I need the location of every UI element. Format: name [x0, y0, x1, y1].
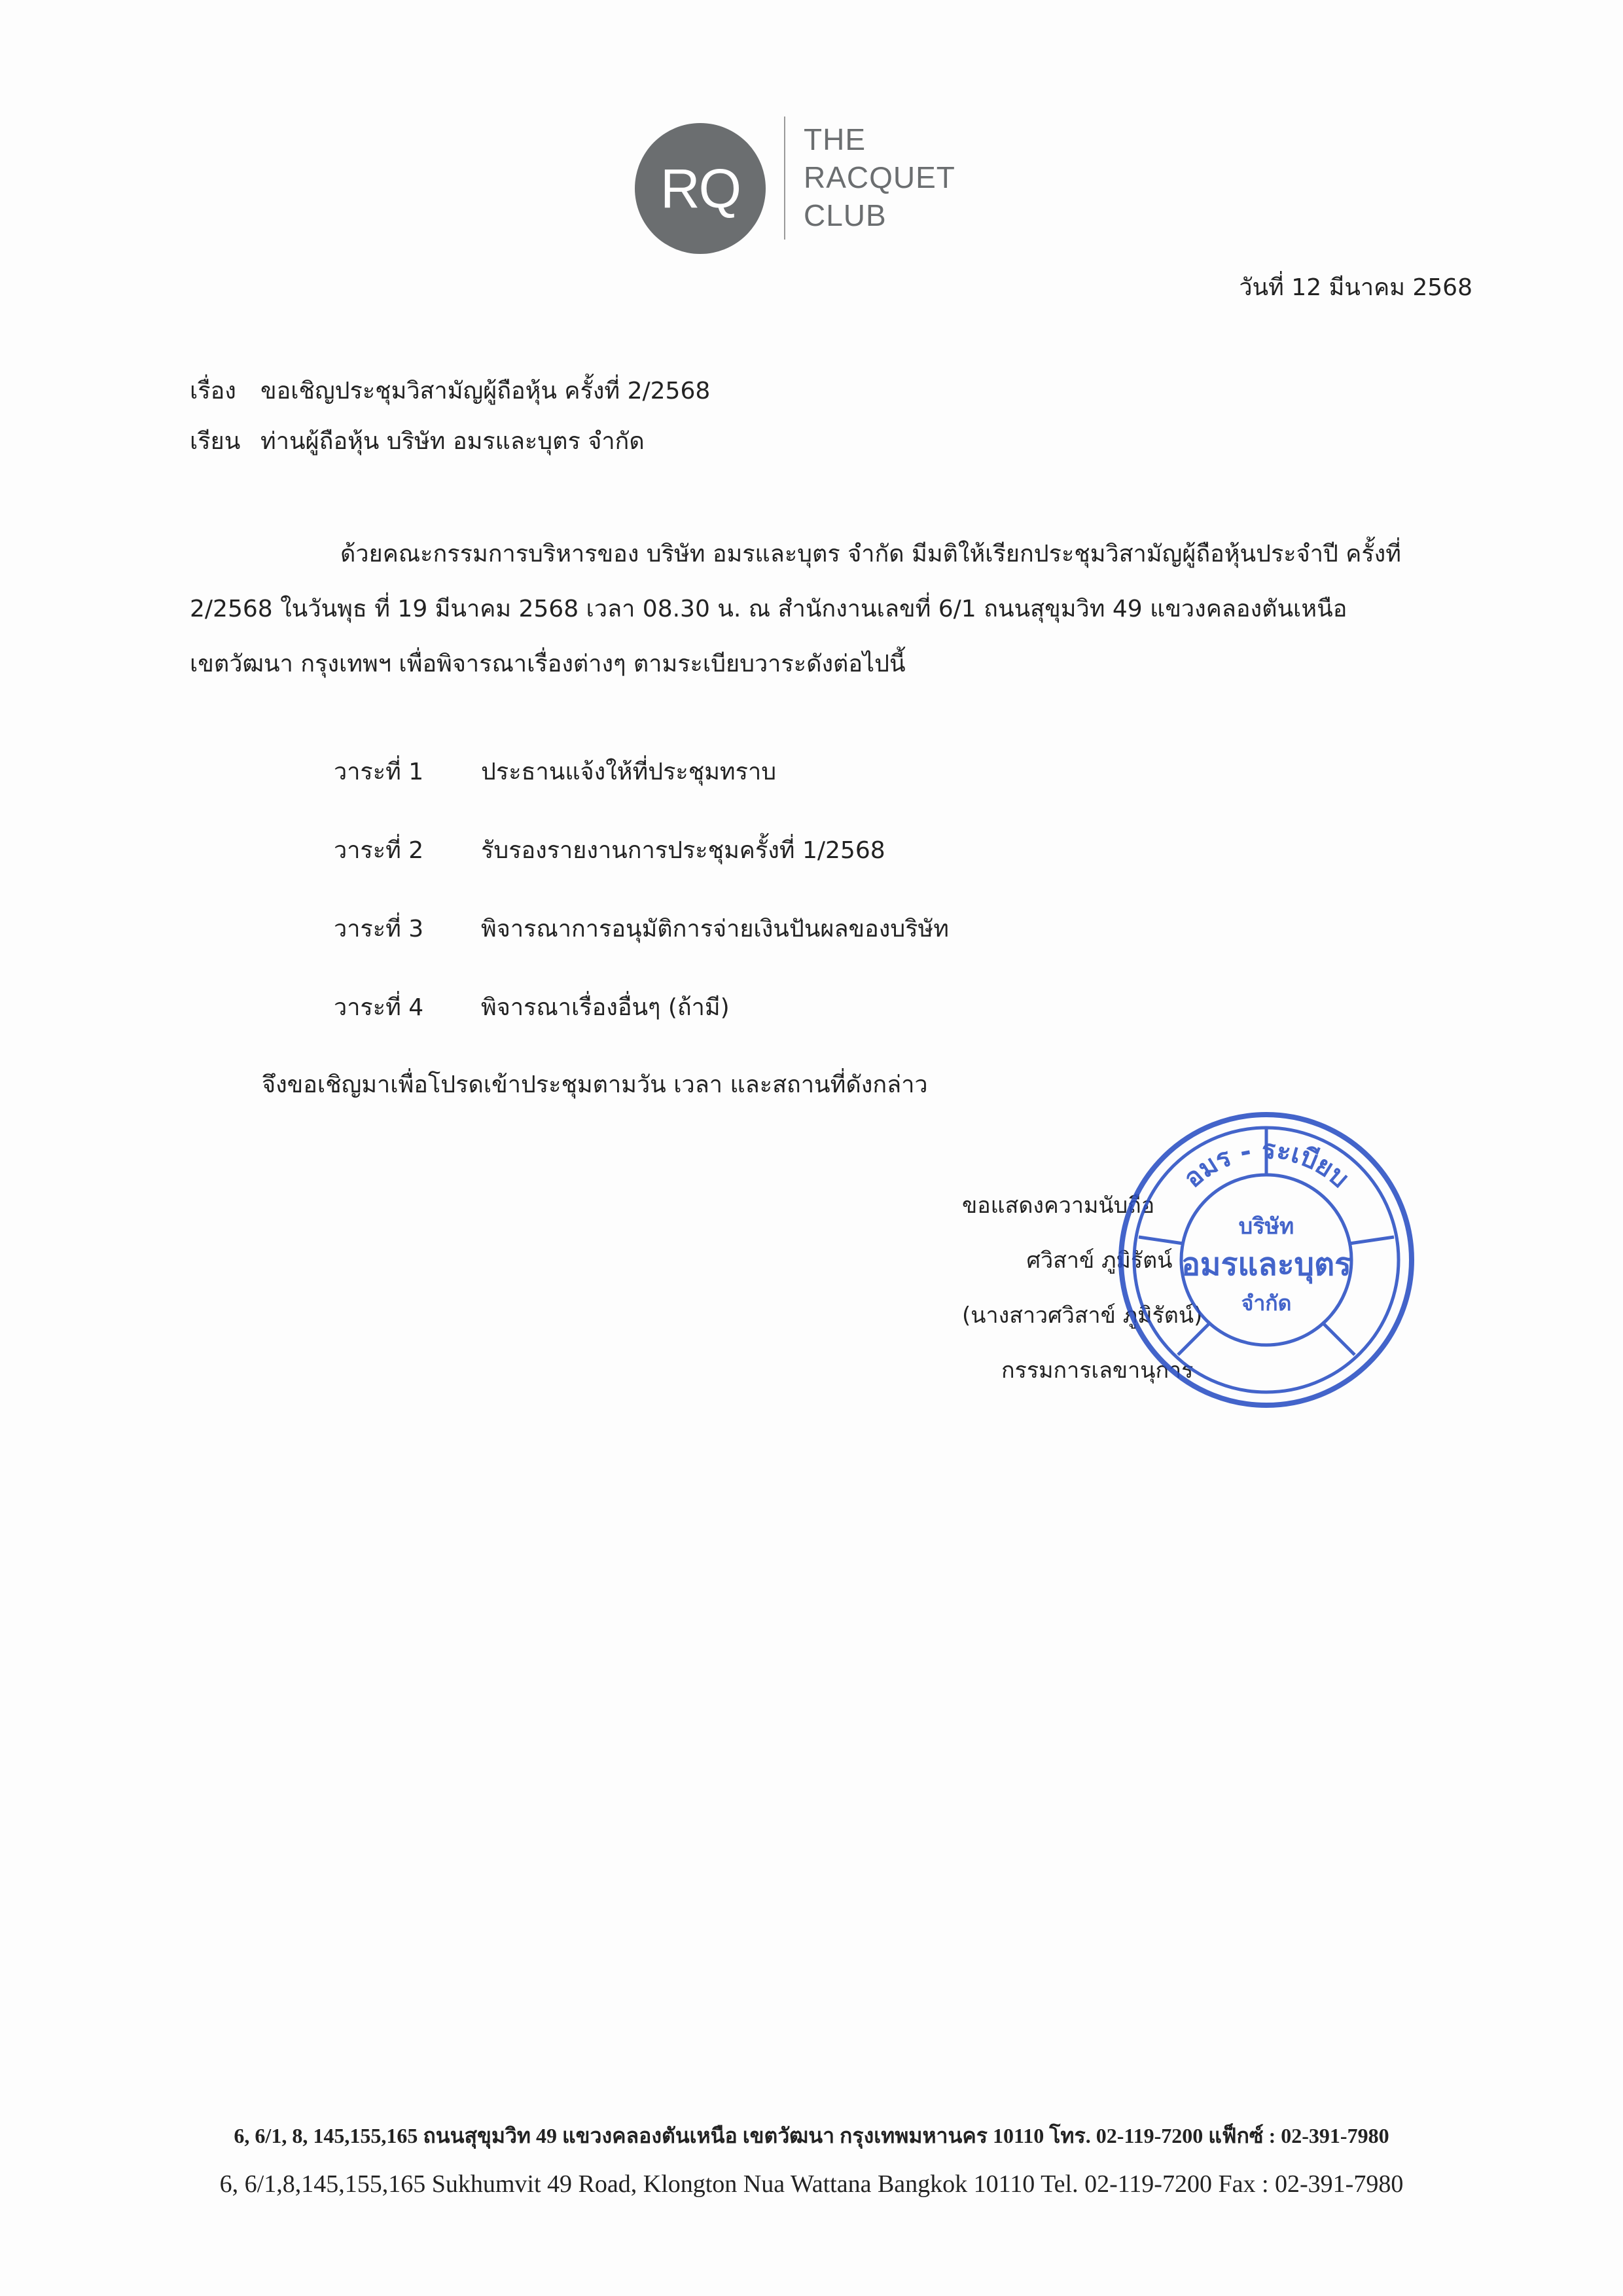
- agenda-item: [334, 910, 949, 988]
- recipient-text: ท่านผู้ถือหุ้น บริษัท อมรและบุตร จำกัด: [260, 428, 645, 455]
- closing-sentence: จึงขอเชิญมาเพื่อโปรดเข้าประชุมตามวัน เวลา และสถานที่ดังกล่าว: [262, 1071, 928, 1098]
- agenda-text: รับรองรายงานการประชุมครั้งที่ 1/2568: [481, 837, 885, 864]
- agenda-item: [334, 753, 949, 831]
- logo-divider: [784, 117, 785, 240]
- agenda-list: [334, 753, 949, 1067]
- recipient-label: เรียน: [190, 428, 241, 455]
- company-logo: [635, 117, 975, 247]
- subject-label: เรื่อง: [190, 378, 236, 404]
- agenda-item: [334, 831, 949, 910]
- agenda-text: พิจารณาเรื่องอื่นๆ (ถ้ามี): [481, 994, 730, 1021]
- agenda-number: วาระที่ 1: [334, 759, 424, 785]
- logo-line-2: RACQUET: [804, 160, 955, 194]
- agenda-number: วาระที่ 2: [334, 837, 424, 864]
- stamp-line-2: อมรและบุตร: [1181, 1246, 1351, 1283]
- subject-line: [190, 372, 710, 409]
- stamp-arc-text: อมร - ระเบียบ: [1177, 1134, 1355, 1194]
- signatory-name: ศวิสาข์ ภูมิรัตน์: [1026, 1247, 1173, 1274]
- body-line-2: 2/2568 ในวันพุธ ที่ 19 มีนาคม 2568 เวลา 08.30 น. ณ สำนักงานเลขที่ 6/1 ถนนสุขุมวิท 49 แขวงคลองตันเหนือ: [190, 596, 1347, 622]
- stamp-line-1: บริษัท: [1238, 1213, 1294, 1240]
- body-paragraph: [190, 527, 1472, 692]
- logo-mark: RQ: [635, 123, 766, 254]
- subject-text: ขอเชิญประชุมวิสามัญผู้ถือหุ้น ครั้งที่ 2/2568: [260, 378, 711, 404]
- signatory-position: กรรมการเลขานุการ: [1001, 1357, 1194, 1384]
- agenda-text: ประธานแจ้งให้ที่ประชุมทราบ: [481, 759, 777, 785]
- body-line-1: ด้วยคณะกรรมการบริหารของ บริษัท อมรและบุตร จำกัด มีมติให้เรียกประชุมวิสามัญผู้ถือหุ้นประจำปี ครั้งที่: [340, 541, 1401, 567]
- letter-date: วันที่ 12 มีนาคม 2568: [1239, 274, 1472, 301]
- logo-wordmark: [804, 120, 955, 234]
- logo-line-1: THE: [804, 122, 866, 156]
- logo-line-3: CLUB: [804, 198, 887, 232]
- stamp-line-3: จำกัด: [1241, 1291, 1292, 1316]
- agenda-item: [334, 988, 949, 1067]
- regards-text: ขอแสดงความนับถือ: [962, 1193, 1155, 1219]
- agenda-text: พิจารณาการอนุมัติการจ่ายเงินปันผลของบริษัท: [481, 916, 949, 942]
- agenda-number: วาระที่ 4: [334, 994, 424, 1021]
- footer-address-thai: 6, 6/1, 8, 145,155,165 ถนนสุขุมวิท 49 แขวงคลองตันเหนือ เขตวัฒนา กรุงเทพมหานคร 10110 โทร. 02-119-7200 แฟ็กซ์ : 02-391-7980: [234, 2124, 1389, 2147]
- signatory-full-name: (นางสาวศวิสาข์ ภูมิรัตน์): [962, 1302, 1203, 1329]
- body-line-3: เขตวัฒนา กรุงเทพฯ เพื่อพิจารณาเรื่องต่างๆ ตามระเบียบวาระดังต่อไปนี้: [190, 651, 906, 677]
- agenda-number: วาระที่ 3: [334, 916, 424, 942]
- company-seal-stamp: [1113, 1106, 1420, 1414]
- footer-address-english: 6, 6/1,8,145,155,165 Sukhumvit 49 Road, Klongton Nua Wattana Bangkok 10110 Tel. 02-119-7200 Fax : 02-391-7980: [219, 2170, 1404, 2198]
- recipient-line: [190, 422, 645, 459]
